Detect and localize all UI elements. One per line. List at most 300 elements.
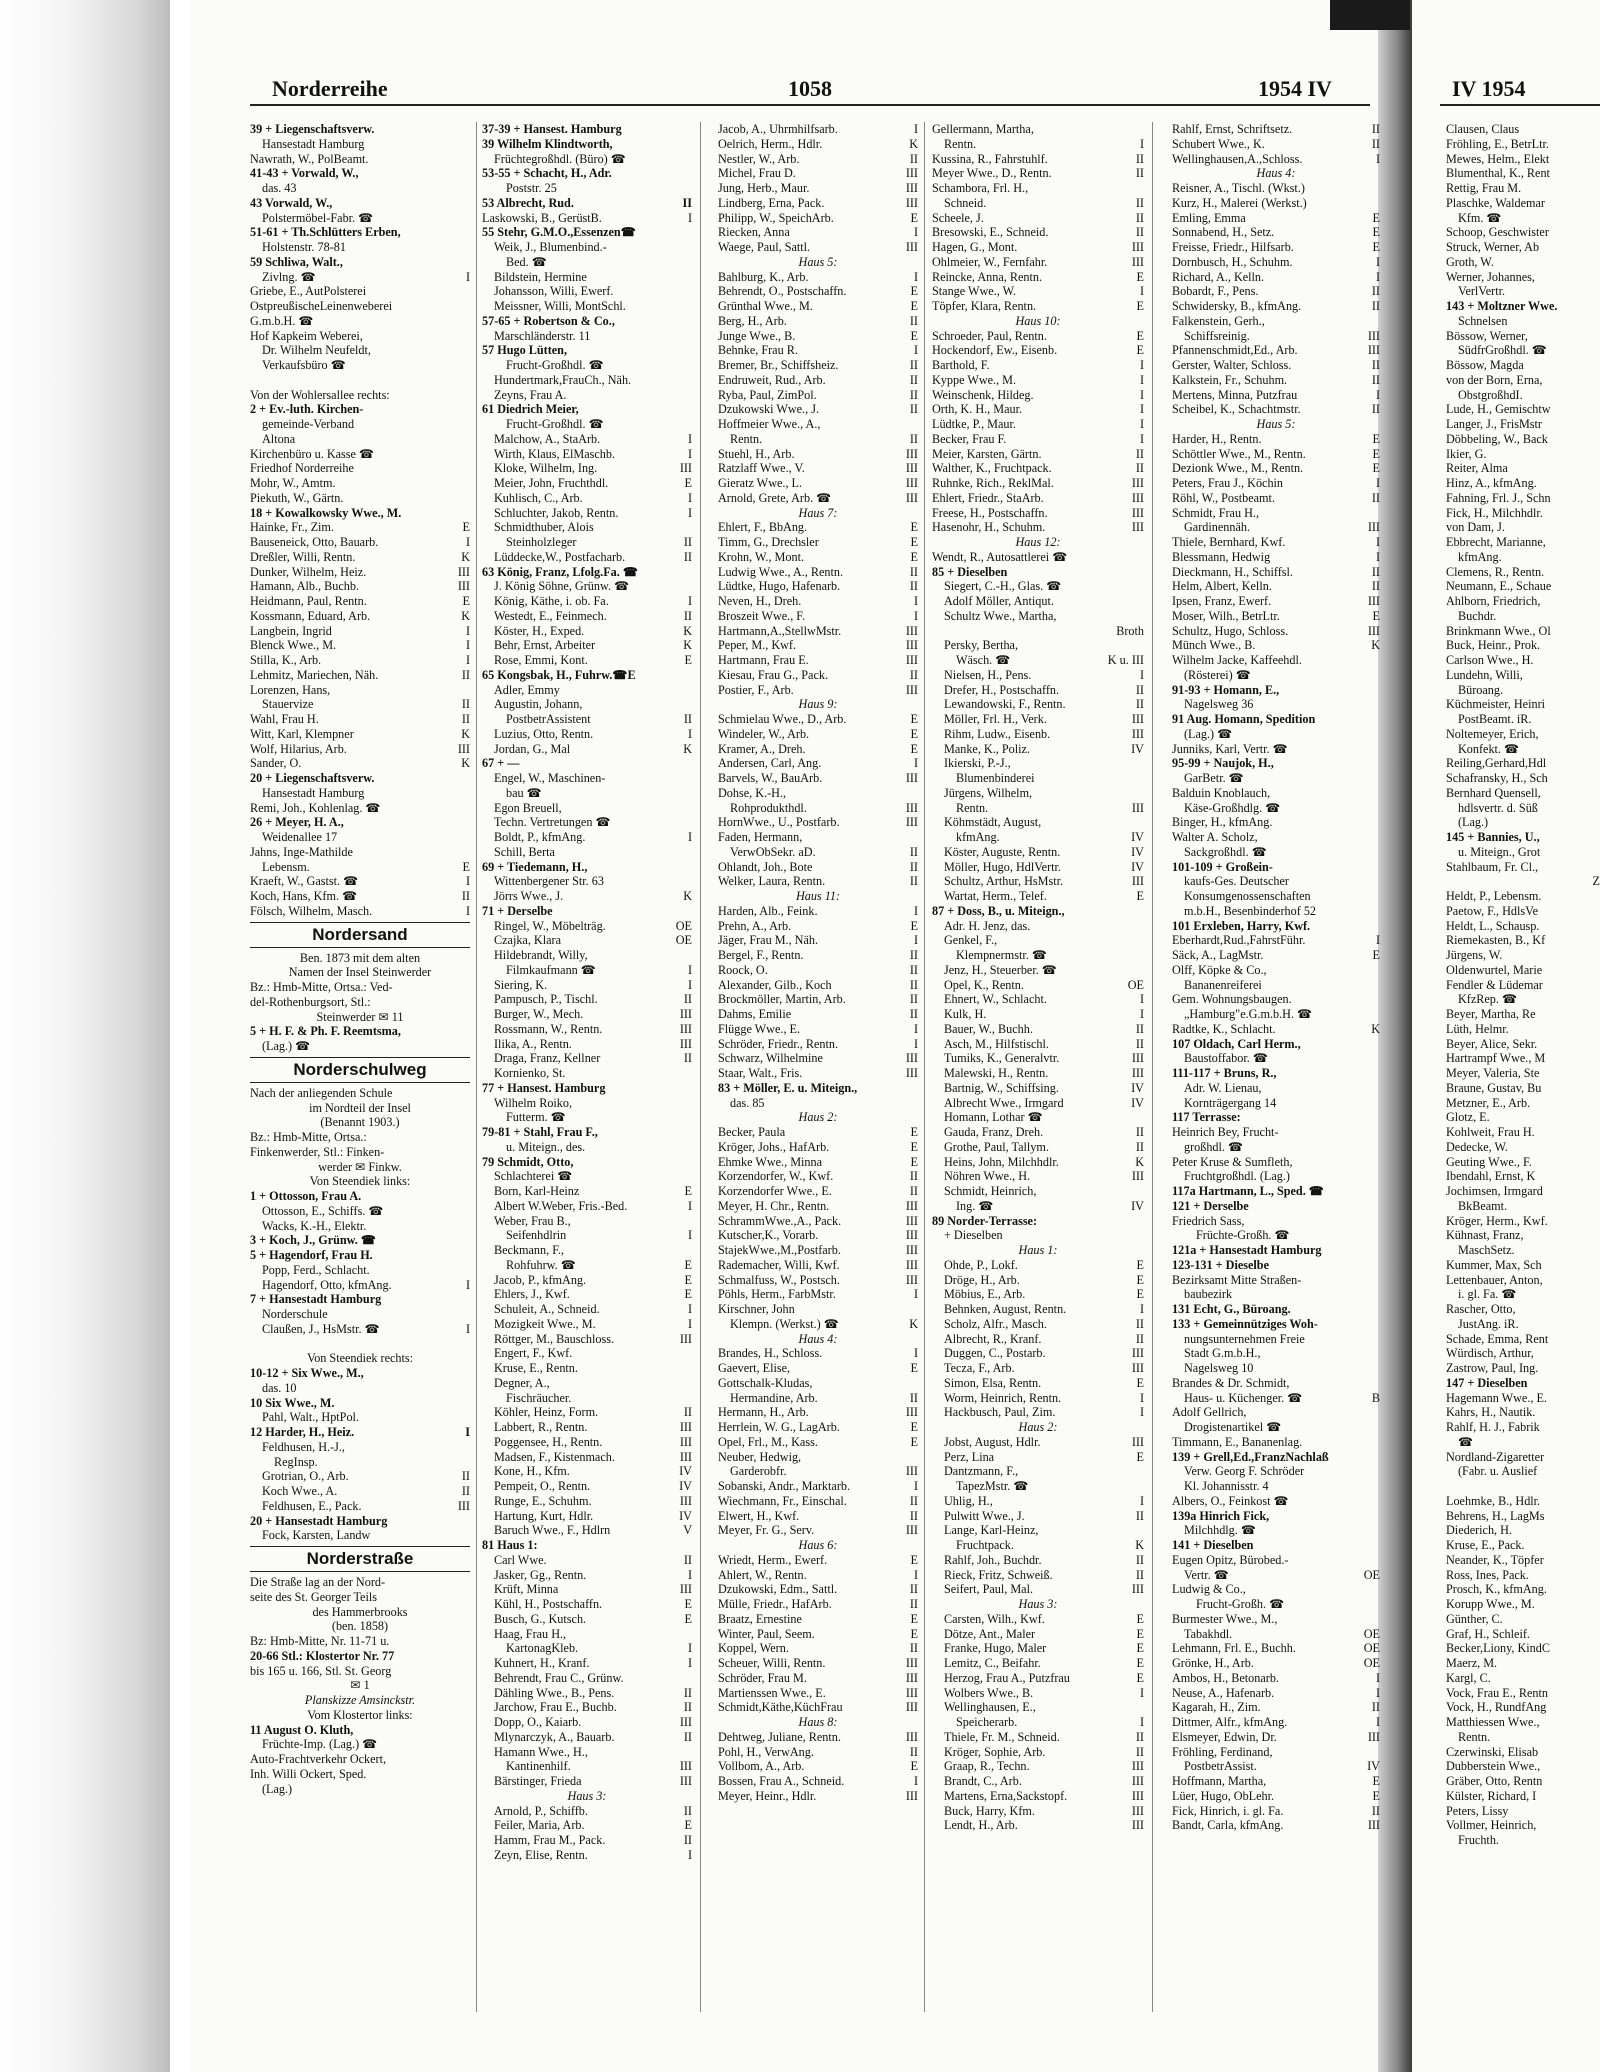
directory-entry [932,225,1144,240]
directory-entry [250,638,470,653]
entry-text: Michel, Frau D. [718,166,796,181]
entry-text: Sackgroßhdl. ☎ [1184,844,1267,859]
floor-marker: E [1136,1375,1144,1390]
directory-entry [1172,1612,1380,1627]
floor-marker: OE [1127,977,1144,992]
entry-text: Jenz, H., Steuerber. ☎ [944,962,1057,977]
entry-text: Möller, Frl. H., Verk. [944,712,1047,726]
directory-entry [250,1086,470,1101]
floor-marker: I [465,653,470,667]
entry-text: Dunker, Wilhelm, Heiz. [250,564,367,579]
entry-text: Schultz, Hugo, Schloss. [1172,623,1289,638]
entry-text: Kuhlisch, C., Arb. [494,490,583,505]
entry-text: 67 + — [482,756,520,771]
directory-entry [932,1140,1144,1155]
directory-entry [932,476,1144,491]
entry-text: Heins, John, Milchhdlr. [944,1154,1059,1169]
entry-text: Jordan, G., Mal [494,741,571,756]
entry-text: Eberhardt,Rud.,FahrstFühr. [1172,933,1306,948]
entry-text: Rahlf, H. J., Fabrik [1446,1420,1540,1434]
floor-marker: OE [1363,1626,1380,1641]
directory-entry [482,535,692,550]
directory-entry [718,624,918,639]
directory-entry [1446,712,1600,727]
entry-text: Burger, W., Mech. [494,1007,584,1021]
directory-entry [1446,1597,1600,1612]
entry-text: MaschSetz. [1458,1243,1515,1257]
directory-entry [932,491,1144,506]
entry-text: Arnold, Grete, Arb. ☎ [718,490,832,505]
entry-text: Hoffmeier Wwe., A., [718,417,821,431]
directory-entry [1172,461,1380,476]
directory-entry [482,1110,692,1125]
floor-marker: I [465,1321,470,1336]
entry-text: Klempnermstr. ☎ [956,948,1048,962]
directory-entry [718,211,918,226]
entry-text: 53-55 + Schacht, H., Adr. [482,166,612,181]
directory-entry [250,388,470,403]
entry-text: kfmAng. [956,830,1000,844]
floor-marker: OE [1363,1656,1380,1670]
floor-marker: II [461,889,470,903]
floor-marker: E [462,520,470,535]
directory-entry [718,1656,918,1671]
entry-text: Stange Wwe., W. [932,284,1017,299]
entry-text: Röttger, M., Bauschloss. [494,1331,615,1346]
directory-entry [1172,1037,1380,1052]
entry-text: Wellinghausen,A.,Schloss. [1172,151,1303,166]
floor-marker: IV [1131,844,1144,859]
directory-entry [250,1278,470,1293]
entry-text: Möller, Hugo, HdlVertr. [944,859,1061,874]
floor-marker: I [465,903,470,918]
directory-entry [718,1597,918,1612]
directory-entry [1172,830,1380,845]
floor-marker: III [905,771,918,785]
entry-text: Nestler, W., Arb. [718,151,800,166]
entry-text: Ahlborn, Friedrich, [1446,594,1541,608]
entry-text: ☎ [1458,1434,1474,1449]
directory-entry [1446,1774,1600,1789]
directory-entry [1446,904,1600,919]
entry-text: Die Straße lag an der Nord- [250,1575,386,1589]
entry-text: Rihm, Ludw., Eisenb. [944,726,1051,741]
directory-entry [250,1619,470,1634]
directory-entry [482,388,692,403]
floor-marker: K u. III [1107,653,1144,667]
entry-text: König, Käthe, i. ob. Fa. [494,594,609,608]
directory-entry [1446,1007,1600,1022]
entry-text: Freese, H., Postschaffn. [932,505,1048,520]
directory-entry [718,1287,918,1302]
directory-entry [932,196,1144,211]
entry-text: Peper, M., Kwf. [718,638,797,653]
entry-text: Klempn. (Werkst.) ☎ [730,1316,839,1331]
floor-marker: II [909,844,918,859]
entry-text: Lüdtke, P., Maur. [932,417,1016,431]
directory-entry [932,373,1144,388]
directory-entry [482,1538,692,1553]
entry-text: Konfekt. ☎ [1458,741,1520,756]
entry-text: Behrendt, O., Postschaffn. [718,284,847,299]
floor-marker: V [683,1523,692,1538]
entry-text: 79-81 + Stahl, Frau F., [482,1125,598,1139]
entry-text: Hainke, Fr., Zim. [250,520,334,535]
column-1 [250,122,470,1796]
floor-marker: II [909,579,918,594]
directory-entry [718,1745,918,1760]
directory-entry [482,683,692,698]
entry-text: Drefer, H., Postschaffn. [944,682,1060,697]
directory-entry [1172,889,1380,904]
floor-marker: II [461,1484,470,1498]
directory-entry [1172,1582,1380,1597]
entry-text: (Lag.) ☎ [262,1039,311,1053]
entry-text: Holstenstr. 78-81 [262,240,346,254]
entry-text: Fock, Karsten, Landw [262,1528,371,1543]
floor-marker: III [679,1420,692,1434]
entry-text: Buchdr. [1458,608,1497,623]
directory-entry [932,963,1144,978]
entry-text: Neuse, A., Hafenarb. [1172,1685,1275,1700]
floor-marker: I [913,608,918,623]
floor-marker: III [905,682,918,697]
directory-entry [718,1420,918,1435]
floor-marker: III [905,476,918,490]
entry-text: Haus- u. Küchenger. ☎ [1184,1390,1303,1405]
directory-entry [1172,1804,1380,1819]
floor-marker: III [905,1729,918,1744]
entry-text: (Benannt 1903.) [320,1115,400,1130]
directory-entry [932,1641,1144,1656]
floor-marker: E [1136,269,1144,284]
entry-text: Boldt, P., kfmAng. [494,830,586,844]
directory-entry [1172,1405,1380,1420]
directory-entry [482,1096,692,1111]
entry-text: 11 August O. Kluth, [250,1722,354,1737]
directory-entry [482,1376,692,1391]
floor-marker: III [905,1656,918,1670]
entry-text: Norderschule [262,1307,328,1321]
directory-entry [932,166,1144,181]
floor-marker: E [1136,1670,1144,1685]
directory-entry [1446,609,1600,624]
directory-entry [482,1730,692,1745]
directory-entry [250,1130,470,1145]
entry-text: G.m.b.H. ☎ [250,313,314,328]
floor-marker: II [1135,1552,1144,1567]
entry-text: hdlsvertr. d. Süß [1458,800,1538,815]
entry-text: Elwert, H., Kwf. [718,1508,800,1523]
directory-entry [482,609,692,624]
entry-text: Hansestadt Hamburg [262,785,365,800]
directory-entry [932,1568,1144,1583]
floor-marker: III [457,1498,470,1513]
entry-text: Braatz, Ernestine [718,1611,802,1626]
directory-entry [250,1010,470,1025]
entry-text: Norderstraße [306,1549,414,1568]
directory-entry [1446,240,1600,255]
entry-text: 139 + Grell,Ed.,FranzNachlaß [1172,1449,1329,1464]
entry-text: Günther, C. [1446,1611,1503,1626]
floor-marker: II [1135,1139,1144,1154]
entry-text: Lettenbauer, Anton, [1446,1272,1543,1287]
directory-entry [482,668,692,683]
directory-entry [482,1715,692,1730]
entry-text: Grünthal Wwe., M. [718,299,813,313]
floor-marker: II [683,992,692,1007]
directory-entry [1172,1214,1380,1229]
floor-marker: II [1371,1700,1380,1715]
entry-text: 41-43 + Vorwald, W., [250,166,359,181]
entry-text: Kfm. ☎ [1458,210,1502,225]
directory-entry [932,388,1144,403]
entry-text: Rossmann, W., Rentn. [494,1021,603,1036]
directory-entry [1446,1155,1600,1170]
directory-entry [1446,1804,1600,1819]
directory-entry [1446,284,1600,299]
directory-entry [1446,565,1600,580]
entry-text: Korzendorfer, W., Kwf. [718,1169,834,1184]
entry-text: baubezirk [1184,1287,1233,1302]
directory-entry [718,1199,918,1214]
entry-text: Stilla, K., Arb. [250,653,322,667]
entry-text: Bildstein, Hermine [494,269,587,284]
floor-marker: II [1371,564,1380,579]
floor-marker: II [1371,372,1380,387]
entry-text: Paetow, F., HdlsVe [1446,903,1539,918]
directory-entry [482,904,692,919]
directory-entry [250,1381,470,1396]
directory-entry [932,1420,1144,1435]
entry-text: Feldhusen, E., Pack. [262,1498,362,1513]
directory-entry [1172,565,1380,580]
floor-marker: B [1371,1390,1380,1405]
entry-text: Köster, Auguste, Rentn. [944,844,1061,859]
directory-entry [250,727,470,742]
floor-marker: II [1135,225,1144,240]
directory-entry [1446,1671,1600,1686]
entry-text: Kühl, H., Postschaffn. [494,1597,603,1611]
entry-text: Albert W.Weber, Fris.-Bed. [494,1198,628,1213]
directory-entry [1446,476,1600,491]
entry-text: Wendt, R., Autosattlerei ☎ [932,549,1068,564]
directory-entry [482,1774,692,1789]
entry-text: Schafransky, H., Sch [1446,771,1548,785]
entry-text: Schwidersky, B., kfmAng. [1172,299,1302,313]
entry-text: Duggen, C., Postarb. [944,1346,1046,1361]
floor-marker: E [910,328,918,343]
directory-entry [250,520,470,535]
entry-text: ObstgroßhdI. [1458,387,1523,402]
directory-entry [1172,240,1380,255]
floor-marker: E [910,1139,918,1154]
directory-entry [718,255,918,270]
directory-entry [250,1410,470,1425]
entry-text: 59 Schliwa, Walt., [250,254,343,269]
directory-entry [932,919,1144,934]
floor-marker: II [683,1700,692,1715]
entry-text: Küchmeister, Heinri [1446,697,1546,712]
entry-text: Fölsch, Wilhelm, Masch. [250,903,373,918]
directory-entry [250,1455,470,1470]
floor-marker: III [905,461,918,476]
entry-text: 53 Albrecht, Rud. [482,195,574,210]
directory-entry [250,284,470,299]
entry-text: Schultz, Arthur, HsMstr. [944,874,1064,889]
floor-marker: I [913,903,918,918]
directory-entry [250,240,470,255]
entry-text: i. gl. Fa. ☎ [1458,1287,1517,1302]
entry-text: Clausen, Claus [1446,122,1520,136]
floor-marker: III [1131,1051,1144,1066]
entry-text: Worm, Heinrich, Rentn. [944,1390,1062,1405]
directory-entry [932,1759,1144,1774]
directory-entry [482,137,692,152]
entry-text: Faden, Hermann, [718,830,803,844]
entry-text: Konsumgenossenschaften [1184,889,1311,903]
entry-text: Baruch Wwe., F., Hdlrn [494,1523,611,1538]
floor-marker: Z [1592,874,1600,889]
floor-marker: I [1375,933,1380,948]
entry-text: Winter, Paul, Seem. [718,1626,815,1641]
directory-entry [1446,1184,1600,1199]
directory-entry [482,1199,692,1214]
floor-marker: I [687,446,692,461]
floor-marker: I [465,1277,470,1292]
entry-text: Schmalfuss, W., Postsch. [718,1272,840,1287]
entry-text: Kulk, H. [944,1007,987,1021]
entry-text: Nordland-Zigaretter [1446,1449,1545,1464]
floor-marker: II [1135,446,1144,461]
directory-entry [1172,211,1380,226]
entry-text: Adolf Möller, Antiqut. [944,594,1054,608]
entry-text: von Dam, J. [1446,520,1505,535]
directory-entry [250,255,470,270]
directory-entry [718,1523,918,1538]
directory-entry [250,845,470,860]
floor-marker: II [1371,402,1380,417]
entry-text: Köhmstädt, August, [944,815,1042,830]
entry-text: Wittenbergener Str. 63 [494,874,604,889]
entry-text: Grothe, Paul, Tallym. [944,1139,1049,1154]
floor-marker: K [461,726,470,741]
directory-entry [482,565,692,580]
directory-entry [718,476,918,491]
directory-entry [1446,388,1600,403]
floor-marker: I [687,1641,692,1656]
directory-entry [1172,270,1380,285]
entry-text: Koppel, Wern. [718,1641,789,1656]
entry-text: Roock, O. [718,962,768,977]
entry-text: Köster, H., Exped. [494,623,585,638]
directory-entry [718,284,918,299]
directory-entry [1172,550,1380,565]
directory-entry [1172,1479,1380,1494]
directory-entry [250,1484,470,1499]
directory-entry [932,1745,1144,1760]
directory-entry [1446,756,1600,771]
entry-text: Früchte-Großh. ☎ [1196,1228,1290,1243]
directory-entry [482,919,692,934]
entry-text: Augustin, Johann, [494,697,583,712]
entry-text: Fick, H., Milchhdlr. [1446,505,1543,520]
entry-text: Säck, A., LagMstr. [1172,948,1264,962]
directory-entry [1172,1258,1380,1273]
floor-marker: I [465,1425,470,1439]
entry-text: 87 + Doss, B., u. Miteign., [932,903,1065,918]
entry-text: (Lag.) [1458,815,1489,830]
floor-marker: E [1136,889,1144,903]
directory-entry [1446,1051,1600,1066]
directory-entry [482,181,692,196]
floor-marker: E [910,726,918,741]
entry-text: 57 Hugo Lütten, [482,343,567,358]
floor-marker: I [687,962,692,977]
entry-text: Von Steendiek links: [309,1174,411,1189]
entry-text: Runge, E., Schuhm. [494,1493,592,1508]
entry-text: GarBetr. ☎ [1184,771,1244,785]
floor-marker: III [679,461,692,476]
floor-marker: II [1135,1567,1144,1582]
entry-text: Dahms, Emilie [718,1007,792,1021]
entry-text: Berg, H., Arb. [718,313,787,328]
entry-text: Fruchtgroßhdl. (Lag.) [1184,1169,1290,1184]
directory-entry [250,181,470,196]
entry-text: Behr, Ernst, Arbeiter [494,638,596,653]
entry-text: Schwarz, Wilhelmine [718,1051,823,1066]
directory-entry [482,1612,692,1627]
entry-text: Haus 11: [795,889,841,903]
floor-marker: II [1135,1508,1144,1523]
entry-text: Rentn. [956,800,989,815]
floor-marker: II [909,667,918,682]
entry-text: 133 + Gemeinnütziges Woh- [1172,1316,1318,1331]
entry-text: Hoffmann, Martha, [1172,1774,1267,1788]
entry-text: TapezMstr. ☎ [956,1479,1029,1493]
floor-marker: I [1139,1685,1144,1700]
entry-text: Maerz, M. [1446,1656,1498,1670]
floor-marker: III [679,1007,692,1021]
floor-marker: E [1372,1788,1380,1803]
directory-entry [1172,1450,1380,1465]
directory-entry [482,1597,692,1612]
directory-entry [250,609,470,624]
entry-text: Kantinenhilf. [506,1759,571,1774]
entry-text: + Dieselben [944,1228,1003,1243]
directory-entry [1172,506,1380,521]
directory-entry [1172,1568,1380,1583]
entry-text: Ibendahl, Ernst, K [1446,1169,1536,1184]
floor-marker: E [910,1626,918,1641]
directory-entry [482,1037,692,1052]
floor-marker: I [1139,358,1144,372]
entry-text: Hartmann, Frau E. [718,653,809,667]
floor-marker: E [910,549,918,564]
directory-entry [1446,860,1600,875]
directory-entry [932,1184,1144,1199]
entry-text: Dantzmann, F., [944,1464,1019,1479]
directory-entry [250,889,470,904]
directory-entry [482,594,692,609]
entry-text: 81 Haus 1: [482,1538,538,1552]
directory-entry [718,815,918,830]
entry-text: Kurz, H., Malerei (Werkst.) [1172,195,1307,210]
entry-text: Arnold, P., Schiffb. [494,1803,588,1818]
entry-text: Ohde, P., Lokf. [944,1257,1018,1272]
floor-marker: K [461,549,470,564]
floor-marker: III [905,638,918,653]
